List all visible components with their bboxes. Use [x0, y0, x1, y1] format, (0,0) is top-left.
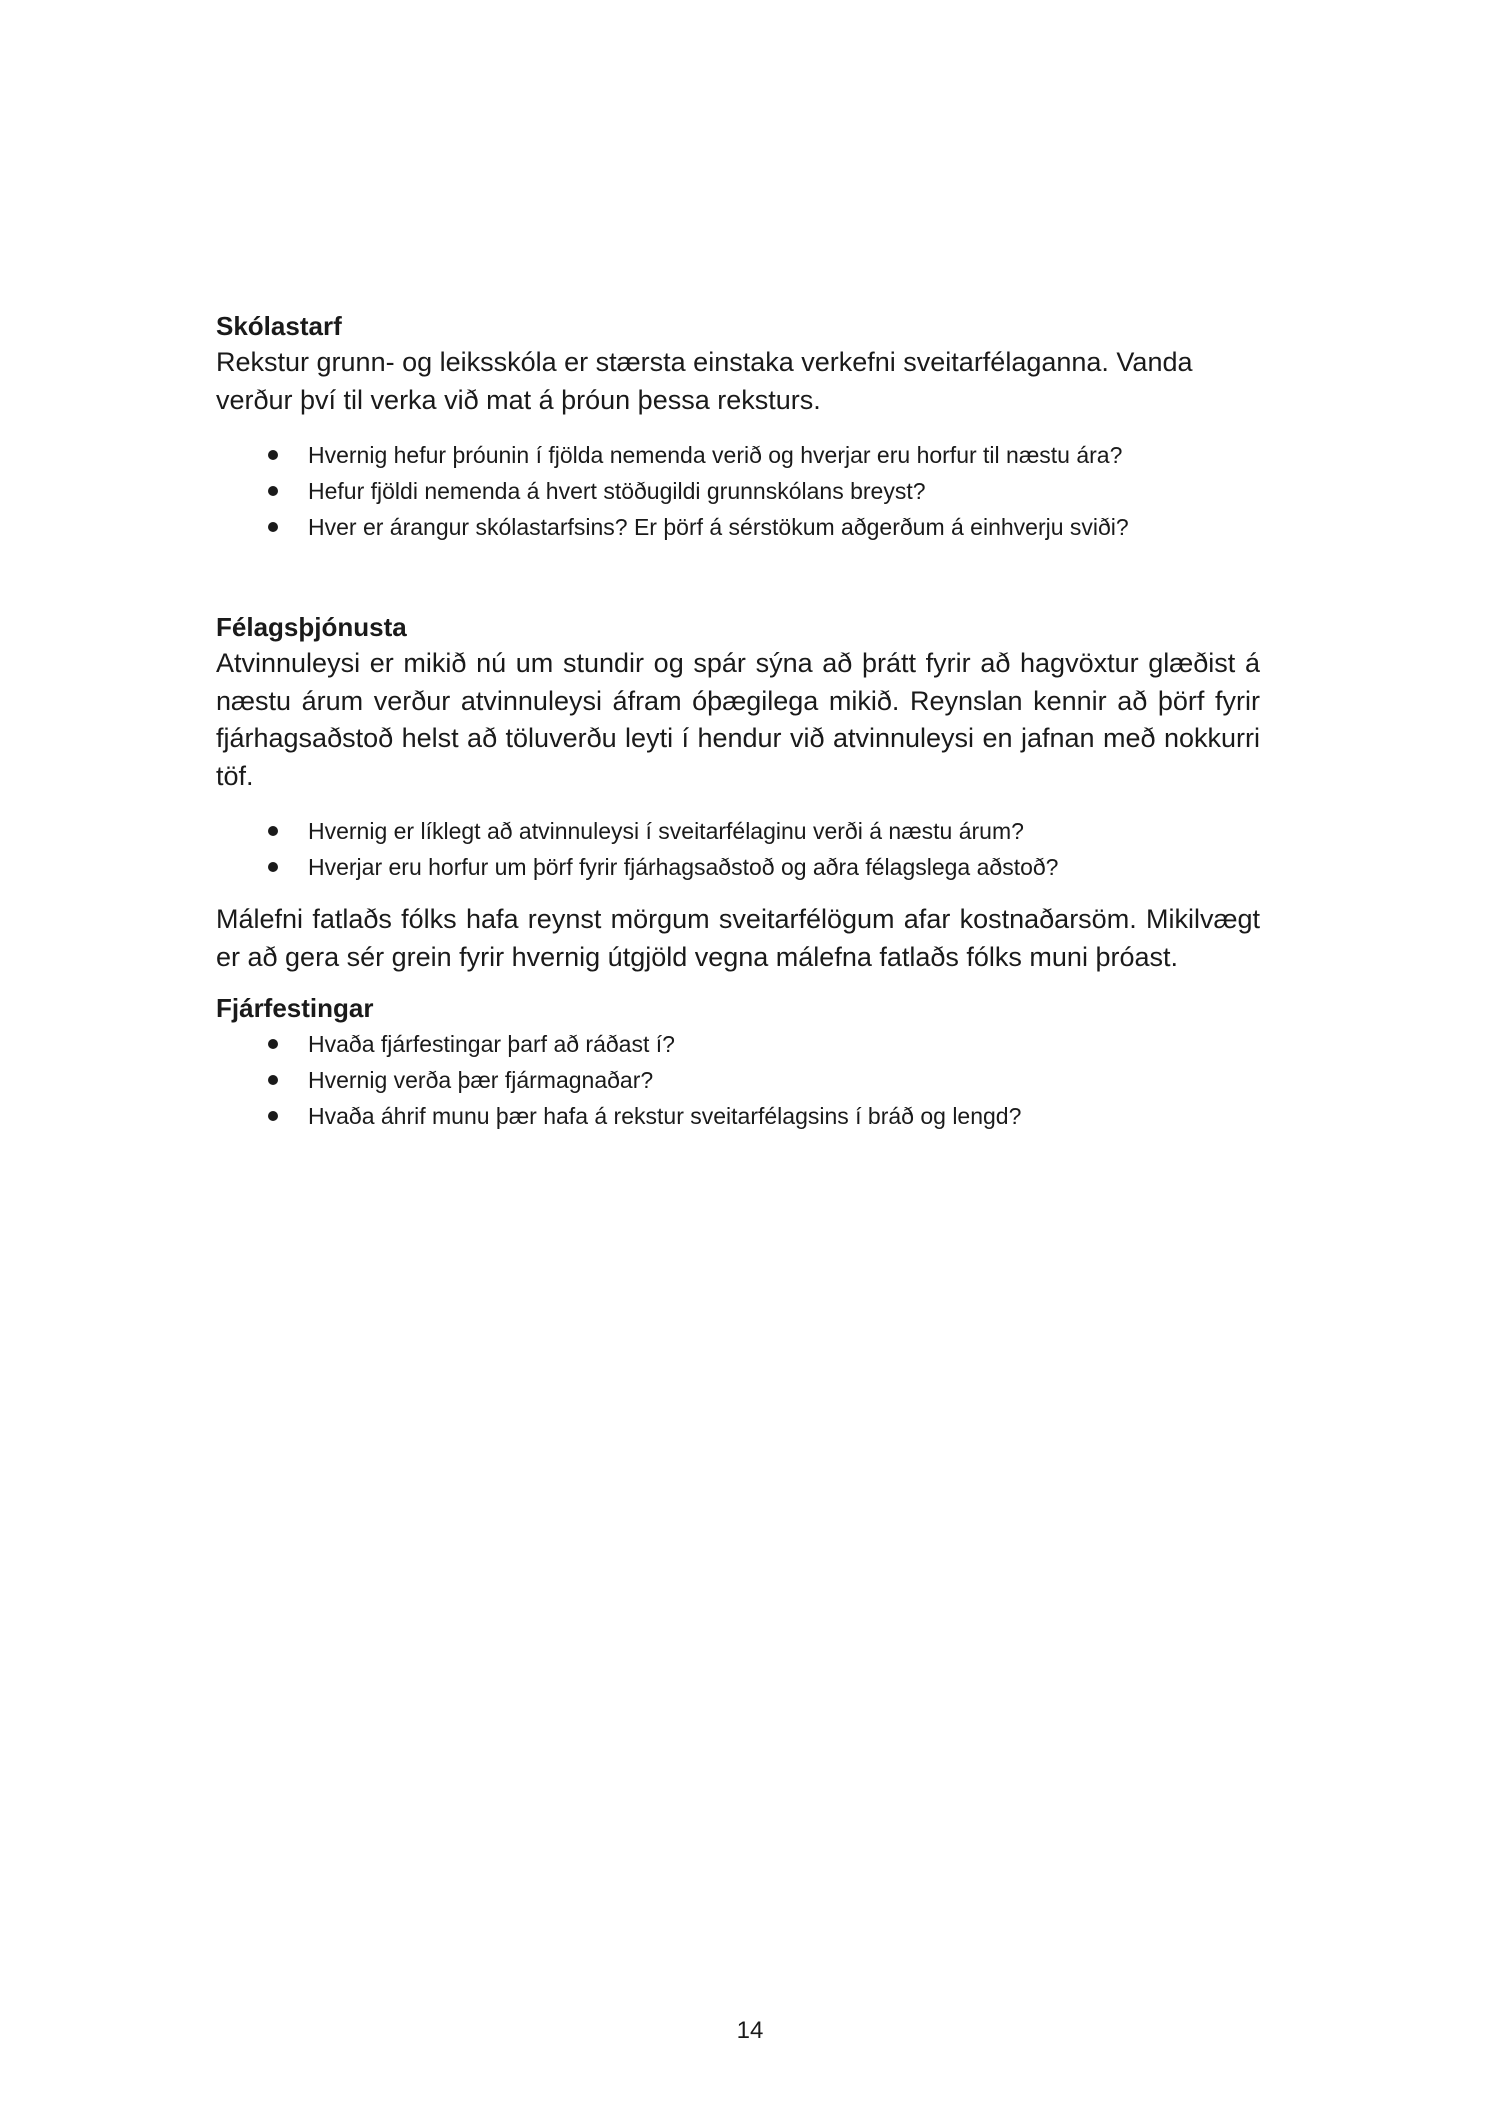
list-item	[216, 1098, 1260, 1134]
bullet-list	[216, 1026, 1260, 1134]
bullet-icon	[268, 450, 278, 460]
list-item-text: Hvernig er líklegt að atvinnuleysi í sveitarfélaginu verði á næstu árum?	[308, 818, 1024, 844]
list-item-text: Hverjar eru horfur um þörf fyrir fjárhagsaðstoð og aðra félagslega aðstoð?	[308, 854, 1059, 880]
bullet-list	[216, 437, 1260, 545]
section-paragraph-2: Málefni fatlaðs fólks hafa reynst mörgum sveitarfélögum afar kostnaðarsöm. Mikilvægt er að gera sér grein fyrir hvernig útgjöld vegna málefna fatlaðs fólks muni þróast.	[216, 904, 1260, 972]
list-item	[216, 813, 1260, 849]
bullet-icon	[268, 862, 278, 872]
list-item	[216, 1062, 1260, 1098]
section-heading: Fjárfestingar	[216, 993, 374, 1023]
list-item-text: Hvernig verða þær fjármagnaðar?	[308, 1067, 654, 1093]
bullet-icon	[268, 486, 278, 496]
bullet-icon	[268, 826, 278, 836]
section-paragraph: Rekstur grunn- og leiksskóla er stærsta einstaka verkefni sveitarfélaganna. Vanda verður því til verka við mat á þróun þessa reksturs.	[216, 347, 1193, 415]
list-item	[216, 1026, 1260, 1062]
bullet-icon	[268, 1111, 278, 1121]
list-item-text: Hver er árangur skólastarfsins? Er þörf á sérstökum aðgerðum á einhverju sviði?	[308, 514, 1129, 540]
bullet-icon	[268, 522, 278, 532]
section-fjarfestingar	[216, 990, 1260, 1134]
bullet-list	[216, 813, 1260, 885]
list-item	[216, 473, 1260, 509]
bullet-icon	[268, 1075, 278, 1085]
section-heading: Félagsþjónusta	[216, 612, 407, 642]
list-item	[216, 849, 1260, 885]
section-heading: Skólastarf	[216, 311, 342, 341]
section-felagsthjonusta	[216, 609, 1260, 976]
list-item-text: Hvaða áhrif munu þær hafa á rekstur sveitarfélagsins í bráð og lengd?	[308, 1103, 1022, 1129]
section-skolastarf	[216, 308, 1260, 545]
list-item-text: Hvaða fjárfestingar þarf að ráðast í?	[308, 1031, 675, 1057]
bullet-icon	[268, 1039, 278, 1049]
list-item-text: Hvernig hefur þróunin í fjölda nemenda verið og hverjar eru horfur til næstu ára?	[308, 442, 1123, 468]
list-item	[216, 509, 1260, 545]
list-item	[216, 437, 1260, 473]
page-number: 14	[736, 2017, 764, 2044]
list-item-text: Hefur fjöldi nemenda á hvert stöðugildi grunnskólans breyst?	[308, 478, 926, 504]
page-content	[216, 308, 1260, 1134]
section-paragraph: Atvinnuleysi er mikið nú um stundir og spár sýna að þrátt fyrir að hagvöxtur glæðist á næstu árum verður atvinnuleysi áfram óþægilega mikið. Reynslan kennir að þörf fyrir fjárhagsaðstoð helst að töluverðu leyti í hendur við atvinnuleysi en jafnan með nokkurri töf.	[216, 648, 1260, 791]
